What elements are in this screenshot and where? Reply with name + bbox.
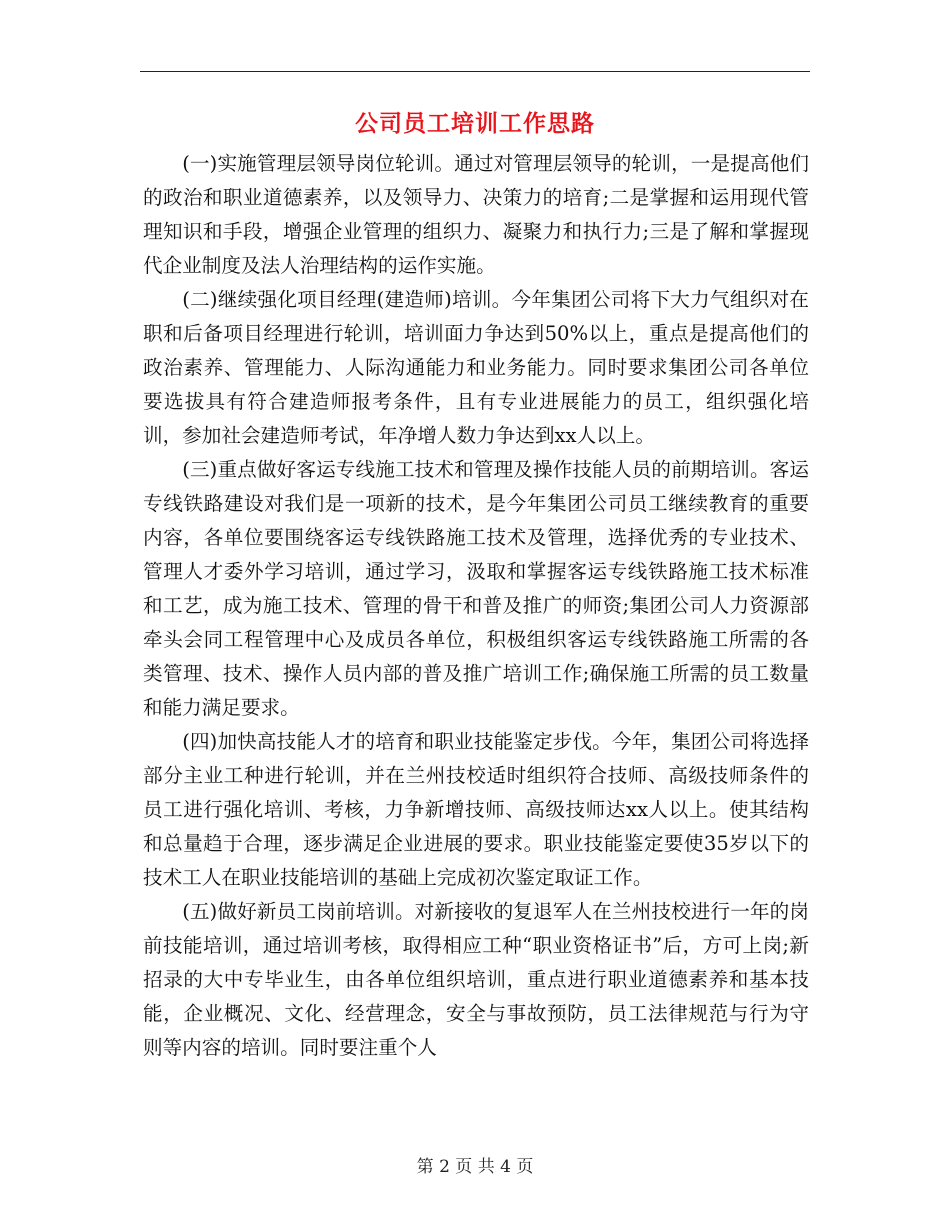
- paragraph-2: (二)继续强化项目经理(建造师)培训。今年集团公司将下大力气组织对在职和后备项目经理进行轮训，培训面力争达到50%以上，重点是提高他们的政治素养、管理能力、人际沟通能力和业务能力。同时要求集团公司各单位要选拔具有符合建造师报考条件，且有专业进展能力的员工，组织强化培训，参加社会建造师考试，年净增人数力争达到xx人以上。: [143, 288, 809, 447]
- document-title: 公司员工培训工作思路: [355, 110, 595, 137]
- paragraph-5: (五)做好新员工岗前培训。对新接收的复退军人在兰州技校进行一年的岗前技能培训，通过培训考核，取得相应工种“职业资格证书”后，方可上岗;新招录的大中专毕业生，由各单位组织培训，重点进行职业道德素养和基本技能，企业概况、文化、经营理念，安全与事故预防，员工法律规范与行为守则等内容的培训。同时要注重个人: [143, 900, 809, 1059]
- document-body: [143, 147, 809, 1065]
- paragraph-1: (一)实施管理层领导岗位轮训。通过对管理层领导的轮训，一是提高他们的政治和职业道德素养，以及领导力、决策力的培育;二是掌握和运用现代管理知识和手段，增强企业管理的组织力、凝聚力和执行力;三是了解和掌握现代企业制度及法人治理结构的运作实施。: [143, 152, 809, 277]
- paragraph-4: (四)加快高技能人才的培育和职业技能鉴定步伐。今年，集团公司将选择部分主业工种进行轮训，并在兰州技校适时组织符合技师、高级技师条件的员工进行强化培训、考核，力争新增技师、高级技师达xx人以上。使其结构和总量趋于合理，逐步满足企业进展的要求。职业技能鉴定要使35岁以下的技术工人在职业技能培训的基础上完成初次鉴定取证工作。: [143, 730, 809, 889]
- paragraph-3: (三)重点做好客运专线施工技术和管理及操作技能人员的前期培训。客运专线铁路建设对我们是一项新的技术，是今年集团公司员工继续教育的重要内容，各单位要围绕客运专线铁路施工技术及管理，选择优秀的专业技术、管理人才委外学习培训，通过学习，汲取和掌握客运专线铁路施工技术标准和工艺，成为施工技术、管理的骨干和普及推广的师资;集团公司人力资源部牵头会同工程管理中心及成员各单位，积极组织客运专线铁路施工所需的各类管理、技术、操作人员内部的普及推广培训工作;确保施工所需的员工数量和能力满足要求。: [143, 458, 809, 719]
- page-number: 第 2 页 共 4 页: [416, 1157, 534, 1177]
- header-rule: [140, 71, 810, 72]
